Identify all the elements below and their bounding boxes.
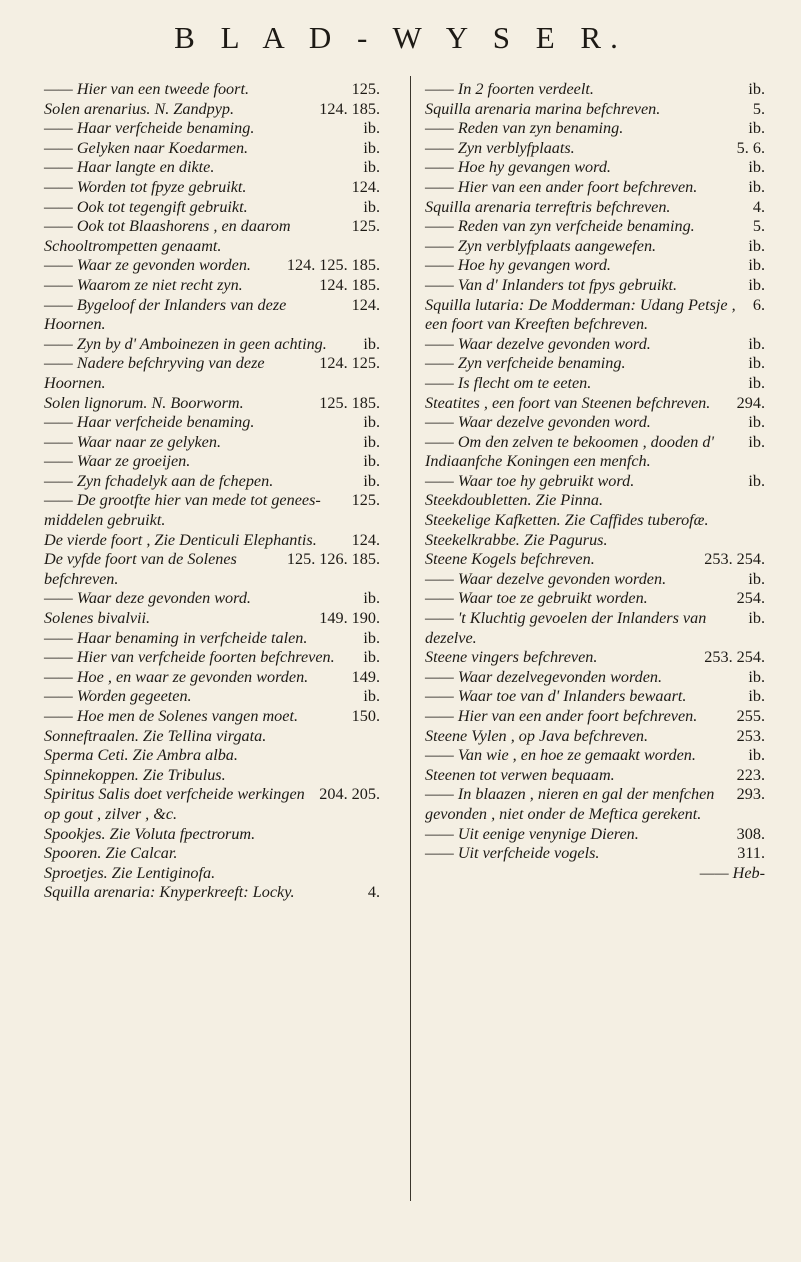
page-reference: 308. bbox=[736, 824, 765, 843]
entry-text: —— Hier van een ander foort befchreven. bbox=[425, 177, 698, 196]
index-entry bbox=[425, 511, 765, 531]
index-entry bbox=[44, 139, 380, 159]
index-entry bbox=[44, 276, 380, 296]
running-head: B L A D - W Y S E R. bbox=[174, 20, 627, 55]
entry-text: —— Waar dezelve gevonden word. bbox=[425, 413, 651, 432]
index-entry bbox=[425, 80, 765, 100]
page-reference: 294. bbox=[736, 393, 765, 412]
page-reference: 4. bbox=[752, 197, 765, 216]
entry-text: —— Zyn fchadelyk aan de fchepen. bbox=[44, 471, 274, 490]
entry-text: —— Waar ze groeijen. bbox=[44, 452, 191, 471]
page-reference: 150. bbox=[351, 707, 380, 725]
entry-text: Squilla arenaria terreftris befchreven. bbox=[425, 197, 671, 216]
index-entry bbox=[425, 296, 765, 335]
index-entry bbox=[425, 844, 765, 864]
page-reference: ib. bbox=[363, 471, 380, 490]
entry-text: —— Reden van zyn benaming. bbox=[425, 119, 624, 138]
entry-text: Spookjes. Zie Voluta fpectrorum. bbox=[44, 824, 256, 843]
entry-text: —— Nadere befchryving van deze Hoornen. bbox=[44, 354, 265, 392]
entry-text: —— Hoe , en waar ze gevonden worden. bbox=[44, 667, 309, 686]
index-entry bbox=[44, 687, 380, 707]
index-entry bbox=[44, 452, 380, 472]
page-reference: ib. bbox=[748, 236, 765, 255]
page-reference: ib. bbox=[748, 80, 765, 98]
index-entry bbox=[44, 609, 380, 629]
page-reference: 4. bbox=[367, 883, 380, 902]
page-reference: 125. bbox=[351, 217, 380, 236]
index-entry bbox=[425, 394, 765, 414]
index-entry bbox=[44, 178, 380, 198]
left-column bbox=[44, 80, 380, 903]
page-reference: 5. bbox=[752, 99, 765, 118]
page-reference: 125. 126. 185. bbox=[286, 550, 380, 569]
entry-text: —— Van wie , en hoe ze gemaakt worden. bbox=[425, 746, 696, 765]
page-reference: 253. 254. bbox=[704, 648, 765, 667]
page-reference: 204. 205. bbox=[319, 785, 380, 804]
index-entry bbox=[425, 276, 765, 296]
page-reference: 125. bbox=[351, 80, 380, 98]
index-entry bbox=[425, 687, 765, 707]
index-entry bbox=[425, 746, 765, 766]
page-reference: 253. bbox=[736, 726, 765, 745]
entry-text: —— In blaazen , nieren en gal der menfchen gevonden , niet onder de Meftica gerekent. bbox=[425, 785, 715, 823]
index-entry bbox=[44, 433, 380, 453]
index-entry bbox=[425, 217, 765, 237]
page-reference: 5. bbox=[752, 217, 765, 236]
index-entry bbox=[44, 354, 380, 393]
page-reference: ib. bbox=[748, 609, 765, 628]
index-entry bbox=[425, 335, 765, 355]
entry-text: —— Haar benaming in verfcheide talen. bbox=[44, 628, 308, 647]
index-entry bbox=[425, 158, 765, 178]
entry-text: Squilla arenaria marina befchreven. bbox=[425, 99, 661, 118]
page-reference: ib. bbox=[748, 334, 765, 353]
index-entry bbox=[425, 433, 765, 472]
entry-text: Squilla lutaria: De Modderman: Udang Petsje , een foort van Kreeften befchreven. bbox=[425, 295, 736, 334]
index-entry bbox=[44, 727, 380, 747]
entry-text: Sperma Ceti. Zie Ambra alba. bbox=[44, 746, 238, 765]
right-column bbox=[425, 80, 765, 883]
index-entry bbox=[44, 100, 380, 120]
page-reference: 254. bbox=[736, 589, 765, 608]
entry-text: —— Hier van verfcheide foorten befchreven. bbox=[44, 648, 335, 667]
entry-text: —— De grootfte hier van mede tot genees-middelen gebruikt. bbox=[44, 491, 321, 530]
page-reference: ib. bbox=[748, 177, 765, 196]
entry-text: —— Waar toe van d' Inlanders bewaart. bbox=[425, 687, 687, 706]
entry-text: Steene Kogels befchreven. bbox=[425, 550, 595, 569]
page-reference: 253. 254. bbox=[704, 550, 765, 569]
page-reference: ib. bbox=[363, 413, 380, 432]
page-reference: 125. bbox=[351, 491, 380, 510]
page-reference: ib. bbox=[363, 197, 380, 216]
entry-text: Solenes bivalvii. bbox=[44, 609, 151, 628]
index-entry bbox=[44, 394, 380, 414]
index-entry bbox=[425, 609, 765, 648]
page-reference: 293. bbox=[736, 785, 765, 804]
page-reference: 124. bbox=[351, 177, 380, 196]
index-entry bbox=[44, 80, 380, 100]
index-entry bbox=[425, 472, 765, 492]
index-entry bbox=[44, 296, 380, 335]
page-reference: ib. bbox=[363, 158, 380, 177]
entry-text: —— Om den zelven te bekoomen , dooden d' Indiaanfche Koningen een menfch. bbox=[425, 432, 714, 471]
index-entry bbox=[44, 335, 380, 355]
page-reference: 124. bbox=[351, 530, 380, 549]
page-reference: ib. bbox=[748, 158, 765, 177]
page-reference: 6. bbox=[752, 295, 765, 314]
page-reference: ib. bbox=[748, 667, 765, 686]
index-entry bbox=[44, 668, 380, 688]
page-reference: ib. bbox=[748, 119, 765, 138]
page-reference: ib. bbox=[363, 452, 380, 471]
page-reference: 124. 125. 185. bbox=[286, 256, 380, 275]
index-entry bbox=[44, 531, 380, 551]
page-reference: ib. bbox=[748, 471, 765, 490]
entry-text: Steekelkrabbe. Zie Pagurus. bbox=[425, 530, 608, 549]
index-entry bbox=[425, 707, 765, 727]
index-entry bbox=[425, 550, 765, 570]
index-entry bbox=[425, 119, 765, 139]
index-entry bbox=[425, 727, 765, 747]
entry-text: —— In 2 foorten verdeelt. bbox=[425, 80, 594, 98]
entry-text: —— Worden gegeeten. bbox=[44, 687, 192, 706]
index-entry bbox=[425, 374, 765, 394]
entry-text: Steekelige Kafketten. Zie Caffides tuberofæ. bbox=[425, 511, 709, 530]
entry-text: —— Worden tot fpyze gebruikt. bbox=[44, 177, 247, 196]
page-reference: 255. bbox=[736, 707, 765, 725]
entry-text: De vierde foort , Zie Denticuli Elephantis. bbox=[44, 530, 317, 549]
page-reference: ib. bbox=[748, 746, 765, 765]
page-reference: 149. bbox=[351, 667, 380, 686]
entry-text: —— Zyn verfcheide benaming. bbox=[425, 354, 626, 373]
index-entry bbox=[425, 491, 765, 511]
entry-text: —— Hoe men de Solenes vangen moet. bbox=[44, 707, 298, 725]
column-divider bbox=[410, 76, 411, 1201]
entry-text: —— Hoe hy gevangen word. bbox=[425, 158, 611, 177]
index-entry bbox=[425, 237, 765, 257]
page-reference: ib. bbox=[363, 119, 380, 138]
entry-text: —— Uit eenige venynige Dieren. bbox=[425, 824, 639, 843]
entry-text: Squilla arenaria: Knyperkreeft: Locky. bbox=[44, 883, 295, 902]
index-entry bbox=[44, 491, 380, 530]
index-entry bbox=[44, 472, 380, 492]
index-entry bbox=[44, 119, 380, 139]
page-reference: ib. bbox=[363, 432, 380, 451]
entry-text: —— Waar dezelve gevonden word. bbox=[425, 334, 651, 353]
entry-text: Steatites , een foort van Steenen befchreven. bbox=[425, 393, 711, 412]
entry-text: Steenen tot verwen bequaam. bbox=[425, 765, 615, 784]
index-entry bbox=[425, 256, 765, 276]
entry-text: —— Haar verfcheide benaming. bbox=[44, 413, 255, 432]
index-entry bbox=[44, 825, 380, 845]
index-entry bbox=[44, 864, 380, 884]
index-entry bbox=[425, 668, 765, 688]
page-reference: ib. bbox=[748, 354, 765, 373]
entry-text: —— Reden van zyn verfcheide benaming. bbox=[425, 217, 695, 236]
page-reference: 124. bbox=[351, 295, 380, 314]
entry-text: Steekdoubletten. Zie Pinna. bbox=[425, 491, 604, 510]
index-entry bbox=[44, 707, 380, 727]
entry-text: —— Is flecht om te eeten. bbox=[425, 373, 592, 392]
page-reference: 124. 185. bbox=[319, 275, 380, 294]
entry-text: Spiritus Salis doet verfcheide werkingen op gout , zilver , &c. bbox=[44, 785, 305, 823]
entry-text: —— Waar deze gevonden word. bbox=[44, 589, 251, 608]
index-entry bbox=[44, 746, 380, 766]
entry-text: —— Uit verfcheide vogels. bbox=[425, 844, 600, 863]
catchword: —— Heb- bbox=[699, 863, 765, 882]
page-reference: 149. 190. bbox=[319, 609, 380, 628]
index-entry bbox=[425, 785, 765, 824]
index-entry bbox=[425, 100, 765, 120]
page-reference: ib. bbox=[748, 413, 765, 432]
entry-text: Spinnekoppen. Zie Tribulus. bbox=[44, 765, 226, 784]
entry-text: —— Zyn verblyfplaats aangewefen. bbox=[425, 236, 657, 255]
page-reference: 124. 185. bbox=[319, 99, 380, 118]
index-entry bbox=[44, 883, 380, 903]
entry-text: —— 't Kluchtig gevoelen der Inlanders van dezelve. bbox=[425, 609, 707, 647]
page-reference: ib. bbox=[748, 432, 765, 451]
index-entry bbox=[425, 139, 765, 159]
page-reference: 5. 6. bbox=[736, 138, 765, 157]
entry-text: —— Bygeloof der Inlanders van deze Hoornen. bbox=[44, 295, 287, 334]
index-entry bbox=[44, 550, 380, 589]
entry-text: Sonneftraalen. Zie Tellina virgata. bbox=[44, 726, 267, 745]
index-entry bbox=[425, 589, 765, 609]
index-entry bbox=[425, 178, 765, 198]
index-entry bbox=[44, 844, 380, 864]
index-entry bbox=[425, 531, 765, 551]
entry-text: —— Waar dezelvegevonden worden. bbox=[425, 667, 663, 686]
entry-text: —— Zyn verblyfplaats. bbox=[425, 138, 575, 157]
index-entry bbox=[425, 570, 765, 590]
entry-text: Solen arenarius. N. Zandpyp. bbox=[44, 99, 235, 118]
index-entry bbox=[44, 158, 380, 178]
index-entry bbox=[44, 217, 380, 256]
page-reference: 124. 125. bbox=[319, 354, 380, 373]
page-reference: 223. bbox=[736, 765, 765, 784]
page-reference: ib. bbox=[363, 628, 380, 647]
index-entry bbox=[44, 766, 380, 786]
entry-text: —— Waar dezelve gevonden worden. bbox=[425, 569, 667, 588]
page-reference: ib. bbox=[748, 373, 765, 392]
page-reference: 311. bbox=[737, 844, 765, 863]
entry-text: —— Waar toe ze gebruikt worden. bbox=[425, 589, 648, 608]
index-entry bbox=[425, 413, 765, 433]
entry-text: Steene Vylen , op Java befchreven. bbox=[425, 726, 649, 745]
entry-text: —— Ook tot tegengift gebruikt. bbox=[44, 197, 248, 216]
index-entry bbox=[425, 354, 765, 374]
index-entry bbox=[44, 648, 380, 668]
page-reference: ib. bbox=[363, 687, 380, 706]
page-reference: ib. bbox=[748, 275, 765, 294]
page-reference: 125. 185. bbox=[319, 393, 380, 412]
index-entry bbox=[44, 629, 380, 649]
page-reference: ib. bbox=[748, 569, 765, 588]
page-reference: ib. bbox=[748, 687, 765, 706]
page-reference: ib. bbox=[363, 589, 380, 608]
entry-text: —— Waar ze gevonden worden. bbox=[44, 256, 251, 275]
entry-text: —— Haar langte en dikte. bbox=[44, 158, 215, 177]
page-reference: ib. bbox=[748, 256, 765, 275]
entry-text: —— Zyn by d' Amboinezen in geen achting. bbox=[44, 334, 327, 353]
index-entry bbox=[44, 785, 380, 824]
index-entry bbox=[425, 766, 765, 786]
page-reference: ib. bbox=[363, 138, 380, 157]
entry-text: Spooren. Zie Calcar. bbox=[44, 844, 178, 863]
page-reference: ib. bbox=[363, 334, 380, 353]
page-reference: ib. bbox=[363, 648, 380, 667]
index-entry bbox=[425, 648, 765, 668]
entry-text: —— Waarom ze niet recht zyn. bbox=[44, 275, 243, 294]
entry-text: —— Hier van een ander foort befchreven. bbox=[425, 707, 698, 725]
entry-text: De vyfde foort van de Solenes befchreven. bbox=[44, 550, 237, 588]
index-entry bbox=[425, 198, 765, 218]
entry-text: —— Hoe hy gevangen word. bbox=[425, 256, 611, 275]
entry-text: Solen lignorum. N. Boorworm. bbox=[44, 393, 244, 412]
index-entry bbox=[44, 198, 380, 218]
entry-text: —— Ook tot Blaashorens , en daarom Schooltrompetten genaamt. bbox=[44, 217, 291, 255]
entry-text: —— Gelyken naar Koedarmen. bbox=[44, 138, 249, 157]
index-entry bbox=[44, 413, 380, 433]
entry-text: —— Waar toe hy gebruikt word. bbox=[425, 471, 635, 490]
index-entry bbox=[44, 589, 380, 609]
entry-text: —— Waar naar ze gelyken. bbox=[44, 432, 221, 451]
entry-text: —— Hier van een tweede foort. bbox=[44, 80, 249, 98]
index-entry bbox=[425, 825, 765, 845]
entry-text: Sproetjes. Zie Lentiginofa. bbox=[44, 863, 216, 882]
entry-text: —— Van d' Inlanders tot fpys gebruikt. bbox=[425, 275, 678, 294]
entry-text: Steene vingers befchreven. bbox=[425, 648, 598, 667]
index-entry bbox=[44, 256, 380, 276]
entry-text: —— Haar verfcheide benaming. bbox=[44, 119, 255, 138]
